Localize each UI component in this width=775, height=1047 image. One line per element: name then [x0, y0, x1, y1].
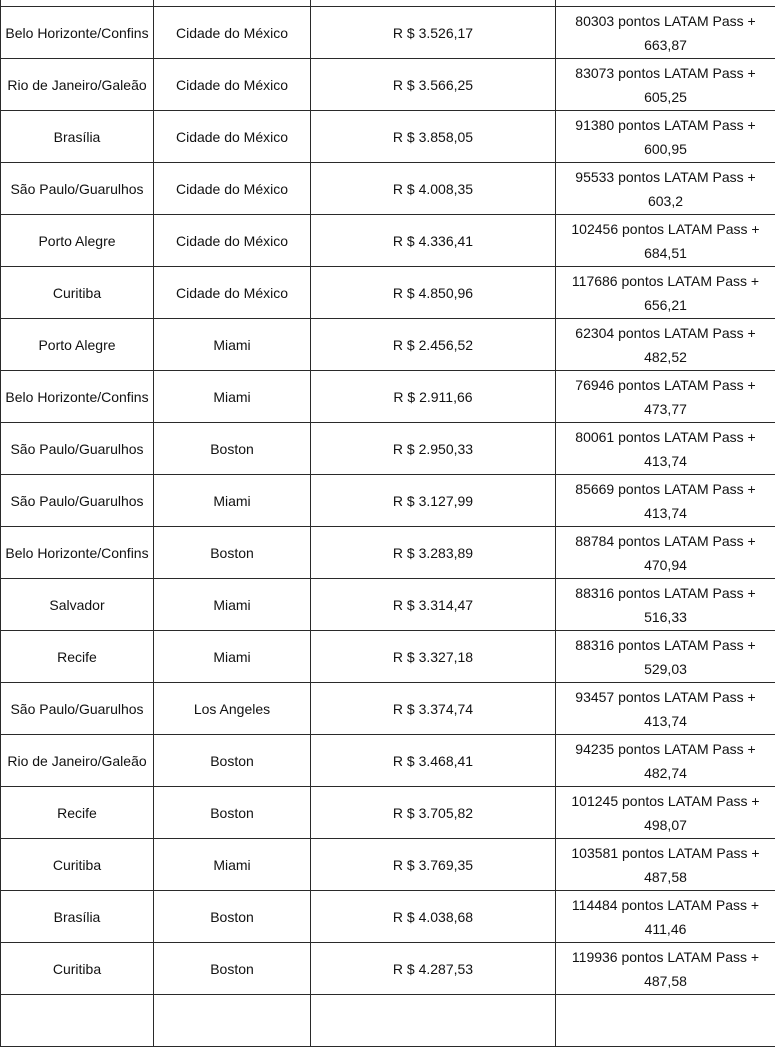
origin-cell: Rio de Janeiro/Galeão	[1, 59, 154, 111]
table-row	[1, 163, 775, 215]
price-cell: R $ 3.858,05	[311, 111, 556, 163]
price-cell: R $ 3.374,74	[311, 683, 556, 735]
origin-cell: Belo Horizonte/Confins	[1, 371, 154, 423]
destination-cell: Miami	[154, 839, 311, 891]
price-cell: R $ 4.850,96	[311, 267, 556, 319]
price-cell: R $ 3.566,25	[311, 59, 556, 111]
points-cell: 88316 pontos LATAM Pass + 529,03	[556, 631, 775, 683]
destination-cell: Cidade do México	[154, 163, 311, 215]
destination-cell	[154, 995, 311, 1047]
destination-cell: Boston	[154, 735, 311, 787]
origin-cell: Curitiba	[1, 839, 154, 891]
price-cell: R $ 2.950,33	[311, 423, 556, 475]
price-cell: R $ 2.456,52	[311, 319, 556, 371]
price-cell	[311, 995, 556, 1047]
price-cell: R $ 3.769,35	[311, 839, 556, 891]
points-cell: 103581 pontos LATAM Pass + 487,58	[556, 839, 775, 891]
destination-cell: Boston	[154, 527, 311, 579]
price-cell: R $ 4.038,68	[311, 891, 556, 943]
destination-cell: Cidade do México	[154, 7, 311, 59]
table-row	[1, 267, 775, 319]
destination-cell: Miami	[154, 475, 311, 527]
origin-cell	[1, 995, 154, 1047]
price-cell: R $ 3.526,17	[311, 7, 556, 59]
price-cell: R $ 3.127,99	[311, 475, 556, 527]
points-cell: 80303 pontos LATAM Pass + 663,87	[556, 7, 775, 59]
table-row	[1, 995, 775, 1047]
price-cell: R $ 3.314,47	[311, 579, 556, 631]
destination-cell: Cidade do México	[154, 215, 311, 267]
price-cell: R $ 4.008,35	[311, 163, 556, 215]
points-cell: 85669 pontos LATAM Pass + 413,74	[556, 475, 775, 527]
price-cell: R $ 3.468,41	[311, 735, 556, 787]
table-row	[1, 943, 775, 995]
points-cell	[556, 995, 775, 1047]
table-row	[1, 683, 775, 735]
origin-cell: Recife	[1, 631, 154, 683]
points-cell: 102456 pontos LATAM Pass + 684,51	[556, 215, 775, 267]
origin-cell: Curitiba	[1, 267, 154, 319]
fare-table-body	[1, 0, 775, 1047]
origin-cell: Belo Horizonte/Confins	[1, 7, 154, 59]
destination-cell: Cidade do México	[154, 111, 311, 163]
table-row	[1, 319, 775, 371]
origin-cell: Rio de Janeiro/Galeão	[1, 735, 154, 787]
table-row	[1, 527, 775, 579]
origin-cell: Curitiba	[1, 943, 154, 995]
origin-cell: Belo Horizonte/Confins	[1, 527, 154, 579]
points-cell: 91380 pontos LATAM Pass + 600,95	[556, 111, 775, 163]
origin-cell: Porto Alegre	[1, 319, 154, 371]
table-row	[1, 59, 775, 111]
table-row	[1, 579, 775, 631]
origin-cell: São Paulo/Guarulhos	[1, 475, 154, 527]
price-cell: R $ 4.336,41	[311, 215, 556, 267]
table-row	[1, 423, 775, 475]
price-cell: R $ 2.911,66	[311, 371, 556, 423]
points-cell: 117686 pontos LATAM Pass + 656,21	[556, 267, 775, 319]
price-cell: R $ 3.283,89	[311, 527, 556, 579]
origin-cell: Porto Alegre	[1, 215, 154, 267]
origin-cell: São Paulo/Guarulhos	[1, 683, 154, 735]
destination-cell: Boston	[154, 943, 311, 995]
points-cell: 95533 pontos LATAM Pass + 603,2	[556, 163, 775, 215]
table-row	[1, 371, 775, 423]
points-cell: 83073 pontos LATAM Pass + 605,25	[556, 59, 775, 111]
origin-cell: Salvador	[1, 579, 154, 631]
destination-cell: Boston	[154, 787, 311, 839]
destination-cell: Cidade do México	[154, 59, 311, 111]
table-row	[1, 631, 775, 683]
origin-cell: Brasília	[1, 891, 154, 943]
origin-cell: Recife	[1, 787, 154, 839]
table-row	[1, 787, 775, 839]
destination-cell: Miami	[154, 579, 311, 631]
price-cell: R $ 4.287,53	[311, 943, 556, 995]
points-cell: 119936 pontos LATAM Pass + 487,58	[556, 943, 775, 995]
points-cell: 76946 pontos LATAM Pass + 473,77	[556, 371, 775, 423]
table-row	[1, 111, 775, 163]
destination-cell: Miami	[154, 631, 311, 683]
price-cell: R $ 3.327,18	[311, 631, 556, 683]
table-row	[1, 475, 775, 527]
destination-cell: Miami	[154, 319, 311, 371]
points-cell: 88784 pontos LATAM Pass + 470,94	[556, 527, 775, 579]
origin-cell: São Paulo/Guarulhos	[1, 423, 154, 475]
table-row	[1, 215, 775, 267]
table-row	[1, 839, 775, 891]
points-cell: 93457 pontos LATAM Pass + 413,74	[556, 683, 775, 735]
origin-cell: São Paulo/Guarulhos	[1, 163, 154, 215]
table-row	[1, 7, 775, 59]
destination-cell: Los Angeles	[154, 683, 311, 735]
price-cell: R $ 3.705,82	[311, 787, 556, 839]
table-row	[1, 735, 775, 787]
points-cell: 114484 pontos LATAM Pass + 411,46	[556, 891, 775, 943]
origin-cell: Brasília	[1, 111, 154, 163]
points-cell: 88316 pontos LATAM Pass + 516,33	[556, 579, 775, 631]
destination-cell: Cidade do México	[154, 267, 311, 319]
destination-cell: Miami	[154, 371, 311, 423]
destination-cell: Boston	[154, 891, 311, 943]
points-cell: 80061 pontos LATAM Pass + 413,74	[556, 423, 775, 475]
table-row	[1, 891, 775, 943]
points-cell: 94235 pontos LATAM Pass + 482,74	[556, 735, 775, 787]
destination-cell: Boston	[154, 423, 311, 475]
points-cell: 62304 pontos LATAM Pass + 482,52	[556, 319, 775, 371]
points-cell: 101245 pontos LATAM Pass + 498,07	[556, 787, 775, 839]
